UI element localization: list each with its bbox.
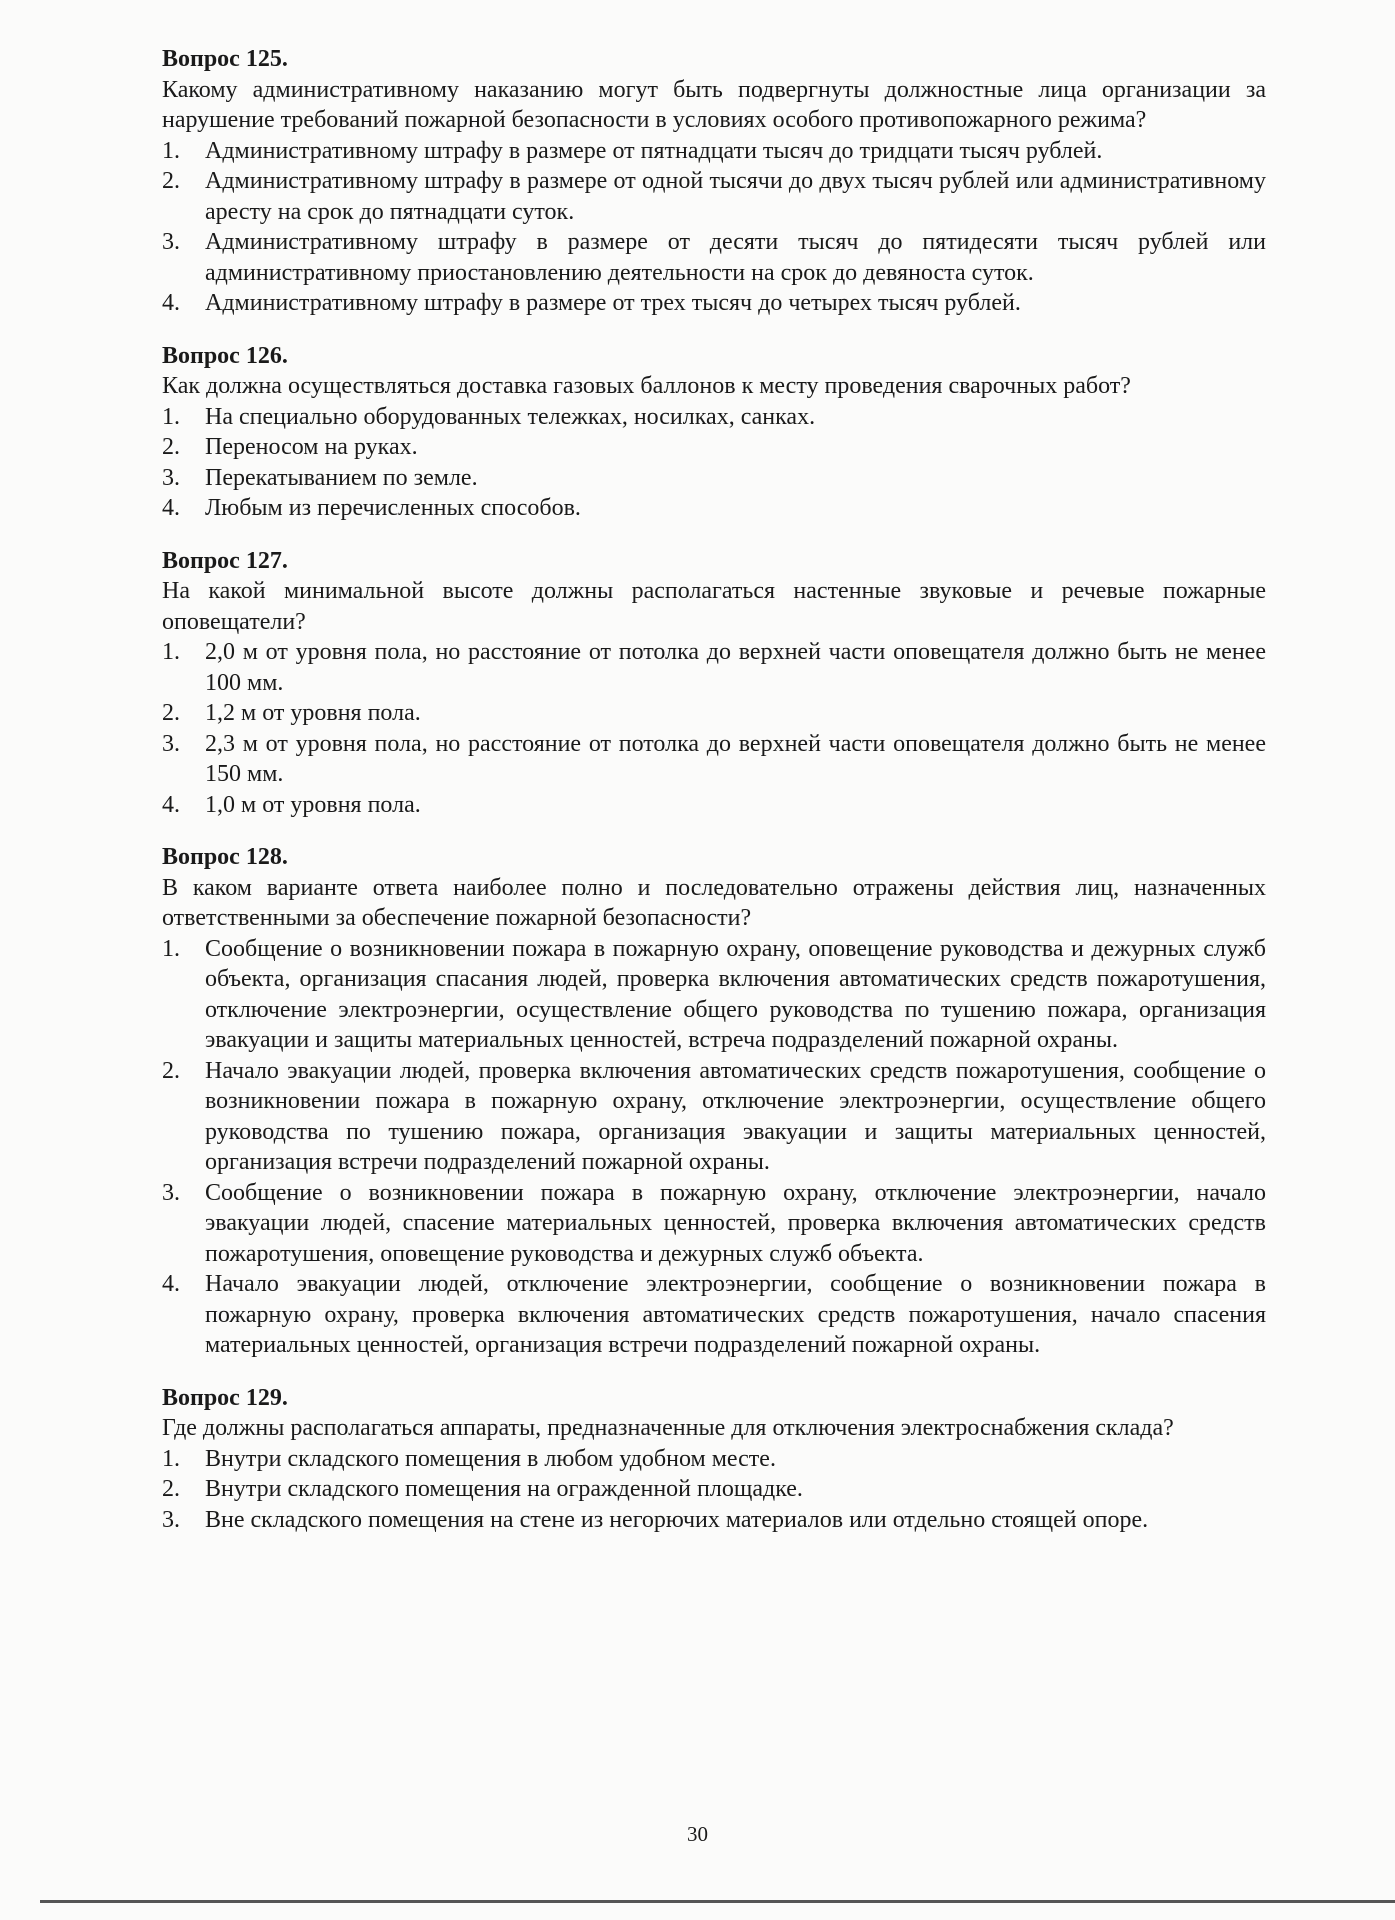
answer-number: 4. <box>162 1271 180 1297</box>
answer-number: 3. <box>162 464 180 491</box>
answer-number: 2. <box>162 434 180 460</box>
question-128 <box>162 842 1266 1361</box>
answer-number: 2. <box>162 168 180 194</box>
answer-number: 1. <box>162 1445 180 1472</box>
page-number: 30 <box>687 1822 708 1846</box>
question-text: В каком варианте ответа наиболее полно и последовательно отражены действия лиц, назначенных ответственными за обеспечение пожарной безопасности? <box>162 874 1266 931</box>
question-127 <box>162 546 1266 821</box>
answer-number: 3. <box>162 1506 180 1533</box>
answer-text: Начало эвакуации людей, отключение электроэнергии, сообщение о возникновении пожара в пожарную охрану, проверка включения автоматических средств пожаротушения, начало спасения материальных ценностей, организация встречи подразделений пожарной охраны. <box>205 1271 1266 1358</box>
answer-item <box>162 1269 1266 1361</box>
question-126 <box>162 341 1266 524</box>
question-title: Вопрос 125. <box>162 46 288 72</box>
answer-text: Административному штрафу в размере от трех тысяч до четырех тысяч рублей. <box>205 290 1021 316</box>
answer-text: Административному штрафу в размере от пятнадцати тысяч до тридцати тысяч рублей. <box>205 137 1103 164</box>
answer-list <box>162 934 1266 1361</box>
answer-item <box>162 136 1266 167</box>
question-129 <box>162 1383 1266 1536</box>
question-text: Как должна осуществляться доставка газовых баллонов к месту проведения сварочных работ? <box>162 373 1131 399</box>
answer-item <box>162 790 1266 821</box>
answer-text: 2,3 м от уровня пола, но расстояние от потолка до верхней части оповещателя должно быть не менее 150 мм. <box>205 730 1266 787</box>
answer-number: 2. <box>162 1476 180 1502</box>
answer-text: Административному штрафу в размере от одной тысячи до двух тысяч рублей или административному аресту на срок до пятнадцати суток. <box>205 168 1266 225</box>
answer-text: 1,2 м от уровня пола. <box>205 700 421 726</box>
answer-list <box>162 637 1266 820</box>
answer-item <box>162 1444 1266 1475</box>
answer-item <box>162 493 1266 524</box>
answer-text: Административному штрафу в размере от десяти тысяч до пятидесяти тысяч рублей или административному приостановлению деятельности на срок до девяноста суток. <box>205 229 1266 286</box>
question-125 <box>162 44 1266 319</box>
question-title: Вопрос 127. <box>162 547 288 574</box>
answer-number: 3. <box>162 229 180 255</box>
answer-text: Вне складского помещения на стене из негорючих материалов или отдельно стоящей опоре. <box>205 1506 1149 1533</box>
question-title: Вопрос 126. <box>162 342 288 369</box>
scan-edge-line <box>40 1900 1395 1903</box>
answer-number: 4. <box>162 290 180 316</box>
answer-text: Внутри складского помещения в любом удобном месте. <box>205 1445 776 1472</box>
answer-text: Переносом на руках. <box>205 434 418 460</box>
answer-number: 1. <box>162 403 180 430</box>
answer-item <box>162 1505 1266 1536</box>
answer-number: 3. <box>162 730 180 757</box>
answer-item <box>162 1178 1266 1270</box>
answer-text: Сообщение о возникновении пожара в пожарную охрану, отключение электроэнергии, начало эвакуации людей, спасение материальных ценностей, проверка включения автоматических средств пожаротушения, оповещение руководства и дежурных служб объекта. <box>205 1179 1266 1267</box>
answer-text: Начало эвакуации людей, проверка включения автоматических средств пожаротушения, сообщение о возникновении пожара в пожарную охрану, отключение электроэнергии, осуществление общего руководства по тушению пожара, организация эвакуации и защиты материальных ценностей, организация встречи подразделений пожарной охраны. <box>205 1057 1266 1175</box>
question-title: Вопрос 129. <box>162 1384 288 1411</box>
answer-item <box>162 463 1266 494</box>
answer-text: 1,0 м от уровня пола. <box>205 791 421 818</box>
answer-number: 1. <box>162 935 180 962</box>
answer-text: 2,0 м от уровня пола, но расстояние от потолка до верхней части оповещателя должно быть не менее 100 мм. <box>205 639 1266 696</box>
answer-list <box>162 1444 1266 1536</box>
answer-item <box>162 934 1266 1056</box>
answer-text: Любым из перечисленных способов. <box>205 495 581 521</box>
answer-text: Сообщение о возникновении пожара в пожарную охрану, оповещение руководства и дежурных служб объекта, организация спасания людей, проверка включения автоматических средств пожаротушения, отключение электроэнергии, осуществление общего руководства по тушению пожара, организация эвакуации и защиты материальных ценностей, встреча подразделений пожарной охраны. <box>205 935 1266 1053</box>
answer-item <box>162 698 1266 729</box>
answer-item <box>162 637 1266 698</box>
answer-item <box>162 166 1266 227</box>
answer-text: На специально оборудованных тележках, носилках, санках. <box>205 403 816 430</box>
answer-item <box>162 729 1266 790</box>
answer-item <box>162 1474 1266 1505</box>
answer-item <box>162 227 1266 288</box>
answer-number: 2. <box>162 1057 180 1084</box>
answer-number: 1. <box>162 639 180 665</box>
answer-list <box>162 136 1266 319</box>
answer-text: Перекатыванием по земле. <box>205 464 478 491</box>
answer-number: 4. <box>162 495 180 521</box>
question-text: Какому административному наказанию могут быть подвергнуты должностные лица организации за нарушение требований пожарной безопасности в условиях особого противопожарного режима? <box>162 76 1266 133</box>
answer-item <box>162 432 1266 463</box>
answer-item <box>162 288 1266 319</box>
question-text: На какой минимальной высоте должны располагаться настенные звуковые и речевые пожарные оповещатели? <box>162 578 1266 635</box>
answer-number: 4. <box>162 791 180 818</box>
answer-number: 2. <box>162 700 180 726</box>
question-title: Вопрос 128. <box>162 844 288 870</box>
answer-item <box>162 1056 1266 1178</box>
answer-number: 1. <box>162 137 180 164</box>
answer-number: 3. <box>162 1179 180 1206</box>
answer-item <box>162 402 1266 433</box>
answer-text: Внутри складского помещения на огражденной площадке. <box>205 1476 803 1502</box>
questions-container <box>162 44 1266 1557</box>
question-text: Где должны располагаться аппараты, предназначенные для отключения электроснабжения склада? <box>162 1415 1174 1441</box>
answer-list <box>162 402 1266 524</box>
